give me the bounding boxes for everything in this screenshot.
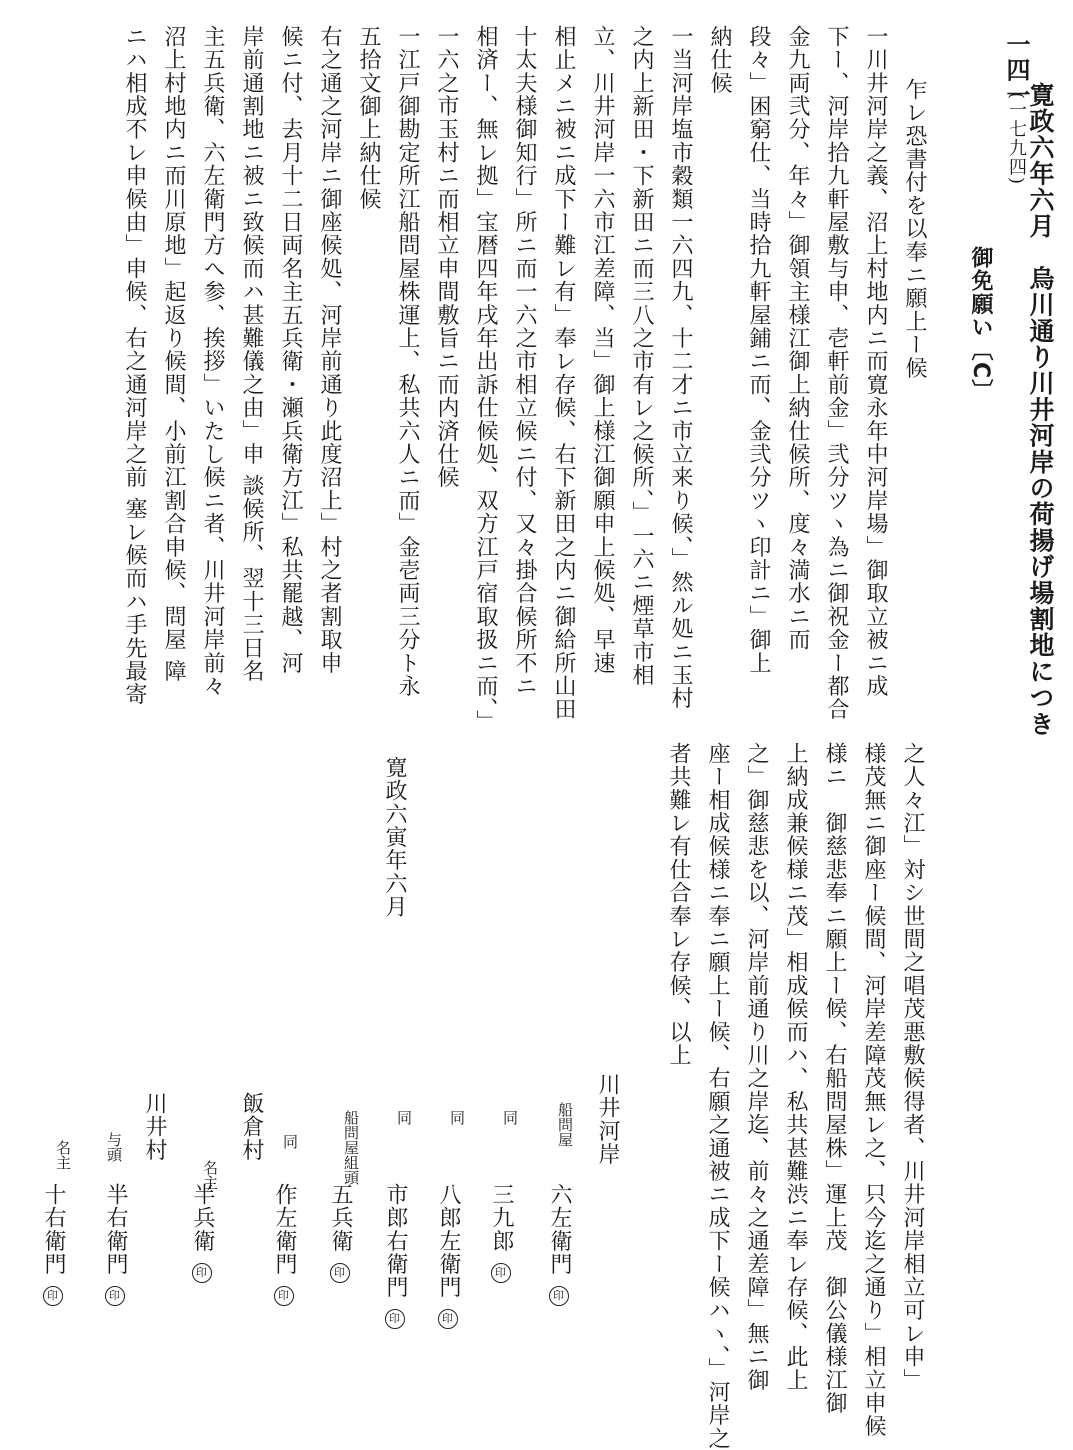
signer-name-text: 半兵衛 — [190, 1183, 215, 1253]
signer-role: 同 — [281, 1134, 299, 1149]
seal-icon: 印 — [43, 1286, 63, 1306]
signer-location: 川井村 — [142, 1092, 167, 1162]
signer-role: 与頭 — [105, 1132, 123, 1162]
year-note: (一七九四) — [1006, 92, 1027, 186]
body-column: 主五兵衛、六左衛門方へ参、挨拶」いたし候ニ者、川井河岸前々 — [200, 25, 225, 698]
document-title: 寛政六年六月 烏川通り川井河岸の荷揚げ場割地につき — [1026, 82, 1055, 737]
signer-name — [490, 1183, 512, 1283]
signer-location: 川井河岸 — [595, 1073, 620, 1166]
signer-name — [191, 1183, 213, 1283]
signer-role: 同 — [448, 1110, 466, 1125]
signer-location: 飯倉村 — [239, 1092, 264, 1162]
body-column: 者共難レ有仕合奉レ存候、以上 — [666, 742, 691, 1067]
body-column: 之内上新田・下新田ニ而三八之市有レ之候所、」一六ニ煙草市相 — [629, 25, 654, 687]
doc-number: 一四一 — [1002, 32, 1030, 108]
body-column: 下ー、河岸拾九軒屋敷与申、壱軒前金」弐分ツヽ為ニ御祝金ー都合 — [824, 25, 849, 721]
seal-icon: 印 — [549, 1286, 569, 1306]
seal-icon: 印 — [105, 1286, 125, 1306]
signer-role: 名主 — [201, 1160, 219, 1190]
signer-name-text: 三九郎 — [489, 1183, 514, 1253]
body-column: 上納成兼候様ニ茂」相成候而ハ、私共甚難渋ニ奉レ存候、此上 — [783, 742, 808, 1392]
signer-name-text: 半右衛門 — [103, 1183, 128, 1276]
body-column: 之人々江」対シ世間之唱茂悪敷候得者、川井河岸相立可レ申」 — [900, 742, 925, 1392]
signer-name — [437, 1183, 459, 1329]
body-column: 一江戸御勘定所江船問屋株運上、私共六人ニ而」金壱両三分ト永 — [395, 25, 420, 698]
signer-name — [548, 1183, 570, 1306]
body-column: 様ニ 御慈悲奉ニ願上ー候、右船問屋株」運上茂 御公儀様江御 — [822, 742, 847, 1415]
body-column: 相済ー、無レ拠」宝暦四年戌年出訴仕候処、双方江戸宿取扱ニ而、」 — [473, 25, 498, 734]
body-column: 段々」困窮仕、当時拾九軒屋鋪ニ而、金弐分ツヽ印計ニ」御上 — [746, 25, 771, 675]
seal-icon: 印 — [491, 1263, 511, 1283]
document-date: 寛政六寅年六月 — [382, 756, 407, 919]
body-column: 沼上村地内ニ而川原地」起返り候間、小前江割合申候、問屋 障 — [161, 25, 186, 683]
body-column: 岸前通割地ニ被ニ致候而ハ甚難儀之由」申 談候所、翌十三日名 — [239, 25, 264, 683]
body-column: 之」御慈悲を以、河岸前通り川之岸迄、前々之通差障」無ニ御 — [744, 742, 769, 1392]
body-column: 納仕候 — [707, 25, 732, 95]
signer-role: 同 — [501, 1110, 519, 1125]
body-column: 候ニ付、去月十二日両名主五兵衛・瀬兵衛方江」私共罷越、河 — [278, 25, 303, 675]
signer-name-text: 作左衛門 — [272, 1183, 297, 1276]
body-column: 座ー相成候様ニ奉ニ願上ー候、右願之通被ニ成下ー候ハヽ、」河岸之 — [705, 742, 730, 1450]
signer-name-text: 十右衛門 — [41, 1183, 66, 1276]
signer-name — [273, 1183, 295, 1306]
signer-role: 名主 — [54, 1140, 72, 1170]
seal-icon: 印 — [192, 1263, 212, 1283]
signer-name-text: 市郎右衛門 — [383, 1183, 408, 1299]
body-column: 立、川井河岸一六市江差障、当」御上様江御願申上候処、早速 — [590, 25, 615, 675]
body-column: 右之通之河岸ニ御座候処、河岸前通り此度沼上」村之者割取申 — [317, 25, 342, 675]
seal-icon: 印 — [385, 1309, 405, 1329]
body-column: 乍レ恐書付を以奉ニ願上ー候 — [902, 78, 927, 380]
body-column: 様茂無ニ御座ー候間、河岸差障茂無レ之、只今迄之通り」相立申候 — [861, 742, 886, 1438]
body-column: 五拾文御上納仕候 — [356, 25, 381, 211]
signer-name — [384, 1183, 406, 1329]
body-column: 金九両弐分、年々」御領主様江御上納仕候所、度々満水ニ而 — [785, 25, 810, 652]
signer-role: 同 — [395, 1110, 413, 1125]
signer-name-text: 六左衛門 — [547, 1183, 572, 1276]
signer-name-text: 八郎左衛門 — [436, 1183, 461, 1299]
signer-role: 船問屋組頭 — [342, 1110, 360, 1185]
body-column: 一当河岸塩市穀類一六四九、十二才ニ市立来り候、」然ル処ニ玉村 — [668, 25, 693, 710]
body-column: 十太夫様御知行」所ニ而一六之市相立候ニ付、又々掛合候所不ニ — [512, 25, 537, 698]
signer-name — [104, 1183, 126, 1306]
signer-name — [329, 1183, 351, 1283]
body-column: 一川井河岸之義、沼上村地内ニ而寛永年中河岸場」御取立被ニ成 — [863, 25, 888, 698]
body-column: ニハ相成不レ申候由」申候、右之通河岸之前 塞レ候而ハ手先最寄 — [122, 25, 147, 706]
seal-icon: 印 — [274, 1286, 294, 1306]
body-column: 相止メニ被ニ成下ー難レ有」奉レ存候、右下新田之内ニ御給所山田 — [551, 25, 576, 721]
seal-icon: 印 — [438, 1309, 458, 1329]
body-column: 一六之市玉村ニ而相立申間敷旨ニ而内済仕候 — [434, 25, 459, 489]
signer-name — [42, 1183, 64, 1306]
signer-role: 船問屋 — [556, 1102, 574, 1147]
seal-icon: 印 — [330, 1263, 350, 1283]
signer-name-text: 五兵衛 — [328, 1183, 353, 1253]
document-subtitle: 御免願い〔C〕 — [968, 246, 993, 403]
